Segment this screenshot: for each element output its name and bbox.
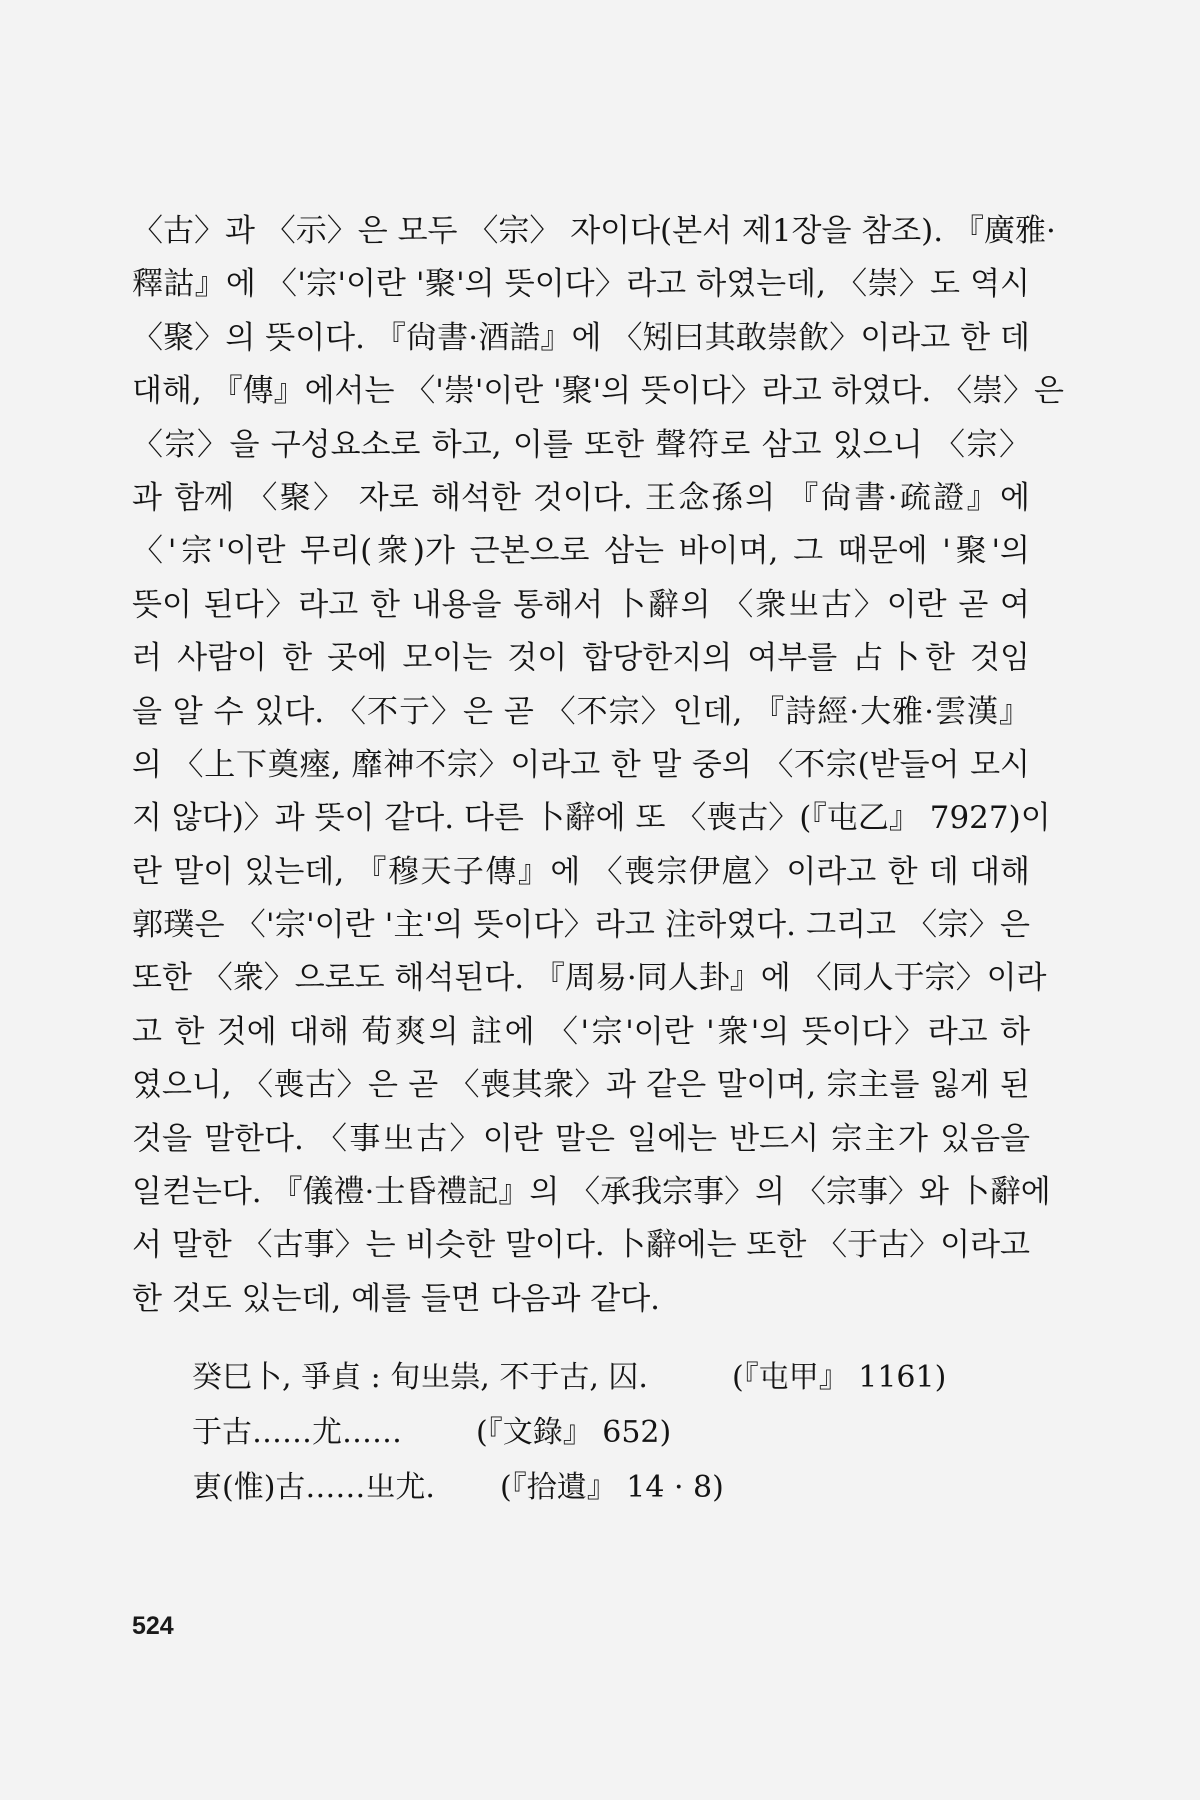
example-text: 叀(惟)古……㞢尤. (192, 1470, 435, 1505)
text-line: 또한 〈衆〉으로도 해석된다. 『周易·同人卦』에 〈同人于宗〉이라 (132, 960, 1047, 997)
text-line: 대해, 『傳』에서는 〈'崇'이란 '聚'의 뜻이다〉라고 하였다. 〈崇〉은 (132, 373, 1064, 410)
text-line: 〈'宗'이란 무리(衆)가 근본으로 삼는 바이며, 그 때문에 '聚'의 (132, 533, 1030, 570)
text-line: 것을 말한다. 〈事㞢古〉이란 말은 일에는 반드시 宗主가 있음을 (132, 1120, 1030, 1157)
oracle-inscription-examples (192, 1350, 992, 1515)
example-text: 癸巳卜, 爭貞 : 旬㞢祟, 不于古, 囚. (192, 1360, 648, 1395)
text-line: 러 사람이 한 곳에 모이는 것이 합당한지의 여부를 占卜한 것임 (132, 640, 1030, 677)
text-line: 〈古〉과 〈示〉은 모두 〈宗〉 자이다(본서 제1장을 참조). 『廣雅· (132, 213, 1056, 249)
example-line (192, 1460, 992, 1515)
text-line: 을 알 수 있다. 〈不亍〉은 곧 〈不宗〉인데, 『詩經·大雅·雲漢』 (132, 693, 1030, 730)
text-line: 과 함께 〈聚〉 자로 해석한 것이다. 王念孫의 『尙書·疏證』에 (132, 479, 1030, 516)
example-source: (『文錄』 652) (476, 1415, 672, 1450)
text-line: 釋詁』에 〈'宗'이란 '聚'의 뜻이다〉라고 하였는데, 〈崇〉도 역시 (132, 266, 1030, 303)
text-line: 란 말이 있는데, 『穆天子傳』에 〈喪宗伊扈〉이라고 한 데 대해 (132, 853, 1030, 890)
text-line: 일컫는다. 『儀禮·士昏禮記』의 〈承我宗事〉의 〈宗事〉와 卜辭에 (132, 1174, 1051, 1211)
example-source: (『屯甲』 1161) (732, 1360, 947, 1395)
text-line: 〈聚〉의 뜻이다. 『尙書·酒誥』에 〈矧曰其敢崇飮〉이라고 한 데 (132, 319, 1030, 356)
text-line: 서 말한 〈古事〉는 비슷한 말이다. 卜辭에는 또한 〈于古〉이라고 (132, 1227, 1030, 1264)
example-line (192, 1405, 992, 1460)
text-line: 郭璞은 〈'宗'이란 '主'의 뜻이다〉라고 注하였다. 그리고 〈宗〉은 (132, 907, 1030, 944)
text-line: 지 않다)〉과 뜻이 같다. 다른 卜辭에 또 〈喪古〉(『屯乙』 7927)이 (132, 800, 1051, 837)
page-number: 524 (132, 1612, 174, 1640)
text-line: 〈宗〉을 구성요소로 하고, 이를 또한 聲符로 삼고 있으니 〈宗〉 (132, 426, 1030, 463)
text-line: 였으니, 〈喪古〉은 곧 〈喪其衆〉과 같은 말이며, 宗主를 잃게 된 (132, 1067, 1030, 1104)
example-text: 于古……尤…… (192, 1415, 402, 1450)
text-line: 뜻이 된다〉라고 한 내용을 통해서 卜辭의 〈衆㞢古〉이란 곧 여 (132, 586, 1030, 623)
example-source: (『拾遺』 14 · 8) (500, 1470, 724, 1505)
body-text (132, 205, 1064, 1326)
text-line: 의 〈上下奠瘞, 靡神不宗〉이라고 한 말 중의 〈不宗(받들어 모시 (132, 746, 1030, 783)
text-line: 한 것도 있는데, 예를 들면 다음과 같다. (132, 1280, 661, 1317)
text-line: 고 한 것에 대해 荀爽의 註에 〈'宗'이란 '衆'의 뜻이다〉라고 하 (132, 1013, 1030, 1050)
example-line (192, 1350, 992, 1405)
